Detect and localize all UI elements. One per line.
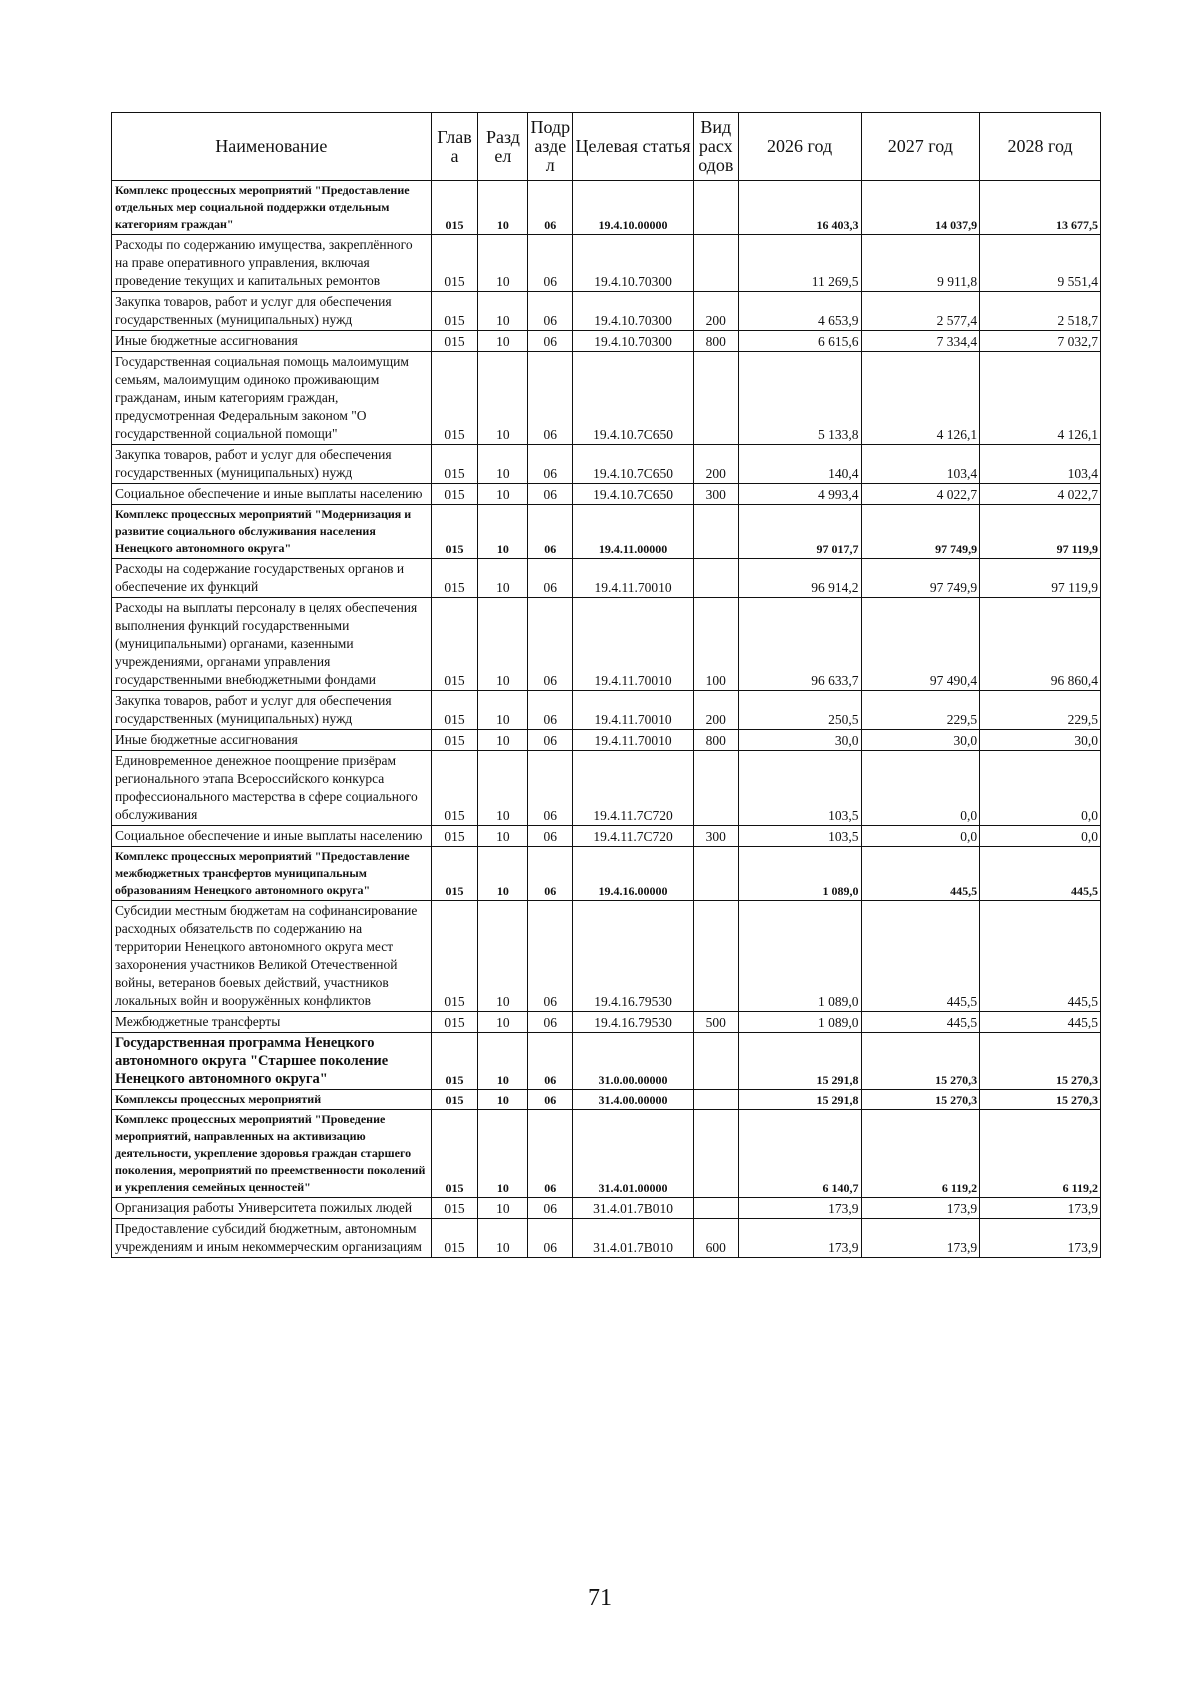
table-row <box>112 181 1101 235</box>
row-vid: 500 <box>693 1012 738 1033</box>
row-razdel: 10 <box>478 331 528 352</box>
row-razdel: 10 <box>478 751 528 826</box>
table-header-row <box>112 113 1101 181</box>
row-glava: 015 <box>431 331 478 352</box>
row-2028: 96 860,4 <box>980 598 1101 691</box>
header-2027: 2027 год <box>861 113 980 181</box>
row-vid <box>693 235 738 292</box>
row-name: Государственная программа Ненецкого автономного округа "Старшее поколение Ненецкого автономного округа" <box>112 1033 432 1090</box>
row-2026: 103,5 <box>738 751 861 826</box>
row-target: 19.4.11.70010 <box>573 691 694 730</box>
row-podrazdel: 06 <box>528 598 573 691</box>
row-podrazdel: 06 <box>528 1012 573 1033</box>
row-2028: 13 677,5 <box>980 181 1101 235</box>
table-row <box>112 559 1101 598</box>
row-2028: 173,9 <box>980 1198 1101 1219</box>
row-name: Комплексы процессных мероприятий <box>112 1090 432 1110</box>
table-row <box>112 751 1101 826</box>
row-2028: 2 518,7 <box>980 292 1101 331</box>
row-2026: 30,0 <box>738 730 861 751</box>
row-vid: 100 <box>693 598 738 691</box>
row-2027: 103,4 <box>861 445 980 484</box>
row-target: 19.4.10.70300 <box>573 235 694 292</box>
row-target: 19.4.11.00000 <box>573 505 694 559</box>
row-vid: 200 <box>693 691 738 730</box>
row-2026: 140,4 <box>738 445 861 484</box>
row-2027: 7 334,4 <box>861 331 980 352</box>
row-podrazdel: 06 <box>528 352 573 445</box>
row-name: Субсидии местным бюджетам на софинансирование расходных обязательств по содержанию на территории Ненецкого автономного округа мест захоронения участников Великой Отечественной войны, ветеранов боевых действий, участников локальных войн и вооружённых конфликтов <box>112 901 432 1012</box>
row-glava: 015 <box>431 1219 478 1258</box>
row-razdel: 10 <box>478 1090 528 1110</box>
row-razdel: 10 <box>478 826 528 847</box>
row-2026: 173,9 <box>738 1198 861 1219</box>
row-podrazdel: 06 <box>528 751 573 826</box>
row-2028: 9 551,4 <box>980 235 1101 292</box>
row-glava: 015 <box>431 1033 478 1090</box>
header-name: Наименование <box>112 113 432 181</box>
row-vid <box>693 181 738 235</box>
row-2026: 96 914,2 <box>738 559 861 598</box>
row-2028: 30,0 <box>980 730 1101 751</box>
row-2027: 0,0 <box>861 826 980 847</box>
row-name: Предоставление субсидий бюджетным, автономным учреждениям и иным некоммерческим организациям <box>112 1219 432 1258</box>
row-razdel: 10 <box>478 1033 528 1090</box>
header-target: Целевая статья <box>573 113 694 181</box>
row-2026: 6 140,7 <box>738 1110 861 1198</box>
row-podrazdel: 06 <box>528 559 573 598</box>
row-target: 19.4.10.00000 <box>573 181 694 235</box>
row-razdel: 10 <box>478 901 528 1012</box>
table-row <box>112 598 1101 691</box>
row-name: Комплекс процессных мероприятий "Предоставление отдельных мер социальной поддержки отдельным категориям граждан" <box>112 181 432 235</box>
row-target: 31.4.01.7В010 <box>573 1198 694 1219</box>
row-podrazdel: 06 <box>528 235 573 292</box>
row-razdel: 10 <box>478 1012 528 1033</box>
row-glava: 015 <box>431 1110 478 1198</box>
row-podrazdel: 06 <box>528 181 573 235</box>
row-2027: 229,5 <box>861 691 980 730</box>
row-2026: 1 089,0 <box>738 901 861 1012</box>
row-name: Закупка товаров, работ и услуг для обеспечения государственных (муниципальных) нужд <box>112 445 432 484</box>
row-target: 31.4.00.00000 <box>573 1090 694 1110</box>
row-2026: 5 133,8 <box>738 352 861 445</box>
row-vid: 300 <box>693 826 738 847</box>
row-razdel: 10 <box>478 352 528 445</box>
row-vid <box>693 505 738 559</box>
header-podrazdel: Подр азде л <box>528 113 573 181</box>
table-row <box>112 235 1101 292</box>
row-glava: 015 <box>431 235 478 292</box>
row-vid <box>693 1090 738 1110</box>
row-2028: 6 119,2 <box>980 1110 1101 1198</box>
row-razdel: 10 <box>478 730 528 751</box>
row-glava: 015 <box>431 751 478 826</box>
row-glava: 015 <box>431 181 478 235</box>
row-target: 31.4.01.00000 <box>573 1110 694 1198</box>
row-2026: 103,5 <box>738 826 861 847</box>
table-row <box>112 901 1101 1012</box>
row-2026: 4 993,4 <box>738 484 861 505</box>
table-row <box>112 1012 1101 1033</box>
row-name: Закупка товаров, работ и услуг для обеспечения государственных (муниципальных) нужд <box>112 691 432 730</box>
row-glava: 015 <box>431 901 478 1012</box>
row-2027: 4 022,7 <box>861 484 980 505</box>
row-name: Организация работы Университета пожилых людей <box>112 1198 432 1219</box>
row-target: 31.4.01.7В010 <box>573 1219 694 1258</box>
row-target: 19.4.16.00000 <box>573 847 694 901</box>
row-vid <box>693 559 738 598</box>
row-2028: 229,5 <box>980 691 1101 730</box>
row-vid: 800 <box>693 730 738 751</box>
table-row <box>112 505 1101 559</box>
row-name: Расходы на содержание государственых органов и обеспечение их функций <box>112 559 432 598</box>
row-podrazdel: 06 <box>528 826 573 847</box>
row-glava: 015 <box>431 691 478 730</box>
row-razdel: 10 <box>478 559 528 598</box>
row-podrazdel: 06 <box>528 691 573 730</box>
row-name: Государственная социальная помощь малоимущим семьям, малоимущим одиноко проживающим гражданам, иным категориям граждан, предусмотренная Федеральным законом "О государственной социальной помощи" <box>112 352 432 445</box>
table-row <box>112 1110 1101 1198</box>
row-vid <box>693 751 738 826</box>
row-podrazdel: 06 <box>528 484 573 505</box>
row-glava: 015 <box>431 1012 478 1033</box>
row-podrazdel: 06 <box>528 1198 573 1219</box>
row-vid <box>693 901 738 1012</box>
row-2028: 445,5 <box>980 901 1101 1012</box>
row-glava: 015 <box>431 484 478 505</box>
row-2027: 14 037,9 <box>861 181 980 235</box>
row-target: 19.4.11.7С720 <box>573 826 694 847</box>
row-name: Иные бюджетные ассигнования <box>112 730 432 751</box>
row-2028: 445,5 <box>980 847 1101 901</box>
row-2027: 4 126,1 <box>861 352 980 445</box>
row-razdel: 10 <box>478 235 528 292</box>
table-row <box>112 1198 1101 1219</box>
row-razdel: 10 <box>478 847 528 901</box>
row-2027: 2 577,4 <box>861 292 980 331</box>
table-row <box>112 1033 1101 1090</box>
row-2027: 97 490,4 <box>861 598 980 691</box>
row-podrazdel: 06 <box>528 445 573 484</box>
row-podrazdel: 06 <box>528 1110 573 1198</box>
row-name: Иные бюджетные ассигнования <box>112 331 432 352</box>
table-row <box>112 730 1101 751</box>
row-target: 19.4.10.7С650 <box>573 445 694 484</box>
row-2026: 97 017,7 <box>738 505 861 559</box>
row-2028: 0,0 <box>980 751 1101 826</box>
row-2026: 11 269,5 <box>738 235 861 292</box>
row-razdel: 10 <box>478 1219 528 1258</box>
row-vid <box>693 847 738 901</box>
row-target: 19.4.10.7С650 <box>573 484 694 505</box>
row-2026: 15 291,8 <box>738 1033 861 1090</box>
row-vid <box>693 1033 738 1090</box>
row-podrazdel: 06 <box>528 505 573 559</box>
row-glava: 015 <box>431 847 478 901</box>
row-2027: 97 749,9 <box>861 505 980 559</box>
row-2026: 96 633,7 <box>738 598 861 691</box>
table-row <box>112 1219 1101 1258</box>
row-target: 19.4.11.70010 <box>573 598 694 691</box>
row-podrazdel: 06 <box>528 292 573 331</box>
row-target: 19.4.16.79530 <box>573 1012 694 1033</box>
table-row <box>112 847 1101 901</box>
row-glava: 015 <box>431 826 478 847</box>
row-name: Социальное обеспечение и иные выплаты населению <box>112 826 432 847</box>
row-razdel: 10 <box>478 1110 528 1198</box>
row-podrazdel: 06 <box>528 1219 573 1258</box>
row-name: Расходы по содержанию имущества, закреплённого на праве оперативного управления, включая проведение текущих и капитальных ремонтов <box>112 235 432 292</box>
row-2027: 173,9 <box>861 1198 980 1219</box>
table-body <box>112 181 1101 1258</box>
row-2026: 173,9 <box>738 1219 861 1258</box>
row-2027: 173,9 <box>861 1219 980 1258</box>
row-2028: 15 270,3 <box>980 1033 1101 1090</box>
row-razdel: 10 <box>478 445 528 484</box>
row-podrazdel: 06 <box>528 331 573 352</box>
row-glava: 015 <box>431 1198 478 1219</box>
row-name: Социальное обеспечение и иные выплаты населению <box>112 484 432 505</box>
row-target: 19.4.11.70010 <box>573 730 694 751</box>
row-2028: 4 022,7 <box>980 484 1101 505</box>
row-2026: 15 291,8 <box>738 1090 861 1110</box>
row-target: 19.4.16.79530 <box>573 901 694 1012</box>
page-number: 71 <box>588 1585 612 1611</box>
row-2026: 1 089,0 <box>738 847 861 901</box>
table-row <box>112 352 1101 445</box>
table-row <box>112 691 1101 730</box>
row-glava: 015 <box>431 352 478 445</box>
row-vid <box>693 352 738 445</box>
row-name: Комплекс процессных мероприятий "Проведение мероприятий, направленных на активизацию деятельности, укрепление здоровья граждан старшего поколения, мероприятий по преемственности поколений и укрепления семейных ценностей" <box>112 1110 432 1198</box>
row-glava: 015 <box>431 505 478 559</box>
row-vid: 300 <box>693 484 738 505</box>
row-2026: 6 615,6 <box>738 331 861 352</box>
row-razdel: 10 <box>478 484 528 505</box>
table-row <box>112 484 1101 505</box>
table-row <box>112 331 1101 352</box>
row-2027: 15 270,3 <box>861 1090 980 1110</box>
row-2027: 445,5 <box>861 1012 980 1033</box>
row-2028: 103,4 <box>980 445 1101 484</box>
header-glava: Глав а <box>431 113 478 181</box>
row-podrazdel: 06 <box>528 1090 573 1110</box>
row-target: 19.4.11.7С720 <box>573 751 694 826</box>
table-row <box>112 292 1101 331</box>
row-vid: 200 <box>693 292 738 331</box>
row-target: 19.4.10.7С650 <box>573 352 694 445</box>
row-2028: 445,5 <box>980 1012 1101 1033</box>
row-glava: 015 <box>431 1090 478 1110</box>
row-vid: 200 <box>693 445 738 484</box>
row-glava: 015 <box>431 559 478 598</box>
row-2027: 15 270,3 <box>861 1033 980 1090</box>
row-podrazdel: 06 <box>528 1033 573 1090</box>
row-glava: 015 <box>431 598 478 691</box>
row-2028: 173,9 <box>980 1219 1101 1258</box>
row-target: 19.4.11.70010 <box>573 559 694 598</box>
row-2026: 1 089,0 <box>738 1012 861 1033</box>
row-podrazdel: 06 <box>528 847 573 901</box>
row-2028: 97 119,9 <box>980 559 1101 598</box>
row-vid <box>693 1110 738 1198</box>
row-vid: 800 <box>693 331 738 352</box>
row-2028: 4 126,1 <box>980 352 1101 445</box>
header-2026: 2026 год <box>738 113 861 181</box>
row-razdel: 10 <box>478 598 528 691</box>
row-razdel: 10 <box>478 292 528 331</box>
header-2028: 2028 год <box>980 113 1101 181</box>
row-2027: 445,5 <box>861 901 980 1012</box>
row-vid: 600 <box>693 1219 738 1258</box>
row-2027: 97 749,9 <box>861 559 980 598</box>
row-name: Комплекс процессных мероприятий "Предоставление межбюджетных трансфертов муниципальным образованиям Ненецкого автономного округа" <box>112 847 432 901</box>
row-podrazdel: 06 <box>528 901 573 1012</box>
row-2027: 0,0 <box>861 751 980 826</box>
header-vid: Вид расх одов <box>693 113 738 181</box>
row-2028: 7 032,7 <box>980 331 1101 352</box>
row-glava: 015 <box>431 730 478 751</box>
row-glava: 015 <box>431 445 478 484</box>
row-vid <box>693 1198 738 1219</box>
row-name: Комплекс процессных мероприятий "Модернизация и развитие социального обслуживания населения Ненецкого автономного округа" <box>112 505 432 559</box>
row-2027: 9 911,8 <box>861 235 980 292</box>
table-row <box>112 445 1101 484</box>
row-2028: 97 119,9 <box>980 505 1101 559</box>
row-2026: 16 403,3 <box>738 181 861 235</box>
row-name: Межбюджетные трансферты <box>112 1012 432 1033</box>
header-razdel: Разд ел <box>478 113 528 181</box>
row-razdel: 10 <box>478 181 528 235</box>
row-target: 31.0.00.00000 <box>573 1033 694 1090</box>
row-name: Расходы на выплаты персоналу в целях обеспечения выполнения функций государственными (муниципальными) органами, казенными учреждениями, органами управления государственными внебюджетными фондами <box>112 598 432 691</box>
row-razdel: 10 <box>478 691 528 730</box>
row-target: 19.4.10.70300 <box>573 292 694 331</box>
row-podrazdel: 06 <box>528 730 573 751</box>
row-name: Закупка товаров, работ и услуг для обеспечения государственных (муниципальных) нужд <box>112 292 432 331</box>
row-2027: 30,0 <box>861 730 980 751</box>
row-razdel: 10 <box>478 505 528 559</box>
row-2027: 6 119,2 <box>861 1110 980 1198</box>
row-2027: 445,5 <box>861 847 980 901</box>
table-row <box>112 1090 1101 1110</box>
row-glava: 015 <box>431 292 478 331</box>
row-2028: 15 270,3 <box>980 1090 1101 1110</box>
row-target: 19.4.10.70300 <box>573 331 694 352</box>
row-2026: 4 653,9 <box>738 292 861 331</box>
table-row <box>112 826 1101 847</box>
budget-table-container <box>111 112 1101 1258</box>
budget-table <box>111 112 1101 1258</box>
row-2028: 0,0 <box>980 826 1101 847</box>
row-name: Единовременное денежное поощрение призёрам регионального этапа Всероссийского конкурса профессионального мастерства в сфере социального обслуживания <box>112 751 432 826</box>
row-2026: 250,5 <box>738 691 861 730</box>
row-razdel: 10 <box>478 1198 528 1219</box>
